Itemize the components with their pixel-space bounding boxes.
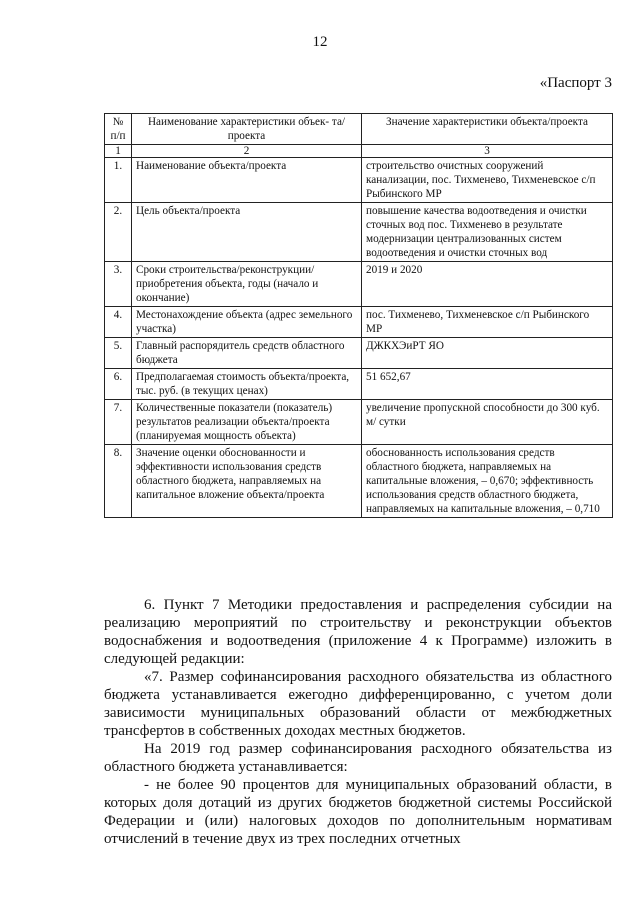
table-row <box>105 158 613 203</box>
row-name: Цель объекта/проекта <box>132 203 362 262</box>
row-value: повышение качества водоотведения и очистки сточных вод пос. Тихменево в результате модернизации централизованных систем водоотведения и очистки сточных вод <box>362 203 613 262</box>
column-number: 2 <box>132 145 362 158</box>
paragraph: - не более 90 процентов для муниципальных образований области, в которых доля дотаций из других бюджетов бюджетной системы Российской Федерации и (или) налоговых доходов по дополнительным нормативам отчислений в течение двух из трех последних отчетных <box>104 777 612 847</box>
row-value: обоснованность использования средств областного бюджета, направляемых на капитальные вложения, – 0,670; эффективность использования средств областного бюджета, направляемых на капитальные вложения, – 0,710 <box>362 445 613 518</box>
row-value: строительство очистных сооружений канализации, пос. Тихменево, Тихменевское с/п Рыбинского МР <box>362 158 613 203</box>
row-num: 4. <box>105 307 132 338</box>
paragraph: На 2019 год размер софинансирования расходного обязательства из областного бюджета устанавливается: <box>104 741 612 775</box>
row-name: Предполагаемая стоимость объекта/проекта, тыс. руб. (в текущих ценах) <box>132 369 362 400</box>
header-name: Наименование характеристики объек- та/проекта <box>132 114 362 145</box>
row-value: пос. Тихменево, Тихменевское с/п Рыбинского МР <box>362 307 613 338</box>
table-header-row <box>105 114 613 145</box>
table-row <box>105 445 613 518</box>
row-num: 7. <box>105 400 132 445</box>
table-row <box>105 369 613 400</box>
document-body <box>104 596 612 848</box>
paragraph: 6. Пункт 7 Методики предоставления и распределения субсидии на реализацию мероприятий по строительству и реконструкции объектов водоснабжения и водоотведения (приложение 4 к Программе) изложить в следующей редакции: <box>104 597 612 667</box>
header-num: № п/п <box>105 114 132 145</box>
row-name: Местонахождение объекта (адрес земельного участка) <box>132 307 362 338</box>
row-num: 6. <box>105 369 132 400</box>
table-row <box>105 307 613 338</box>
table-row <box>105 262 613 307</box>
table-row <box>105 203 613 262</box>
row-value: увеличение пропускной способности до 300 куб. м/ сутки <box>362 400 613 445</box>
page-number: 12 <box>312 34 328 50</box>
paragraph: «7. Размер софинансирования расходного обязательства из областного бюджета устанавливается ежегодно дифференцированно, с учетом доли зависимости муниципальных образований области от межбюджетных трансфертов в собственных доходах местных бюджетов. <box>104 669 612 739</box>
row-name: Количественные показатели (показатель) результатов реализации объекта/проекта (планируемая мощность объекта) <box>132 400 362 445</box>
passport-table <box>104 113 613 518</box>
row-num: 3. <box>105 262 132 307</box>
row-value: ДЖКХЭиРТ ЯО <box>362 338 613 369</box>
table-row <box>105 338 613 369</box>
header-value: Значение характеристики объекта/проекта <box>362 114 613 145</box>
row-num: 8. <box>105 445 132 518</box>
column-number: 1 <box>105 145 132 158</box>
row-num: 2. <box>105 203 132 262</box>
row-num: 1. <box>105 158 132 203</box>
table-row <box>105 400 613 445</box>
column-number: 3 <box>362 145 613 158</box>
column-numbers-row <box>105 145 613 158</box>
row-name: Главный распорядитель средств областного бюджета <box>132 338 362 369</box>
row-value: 51 652,67 <box>362 369 613 400</box>
row-name: Наименование объекта/проекта <box>132 158 362 203</box>
row-name: Сроки строительства/реконструкции/приобретения объекта, годы (начало и окончание) <box>132 262 362 307</box>
row-num: 5. <box>105 338 132 369</box>
passport-header: «Паспорт 3 <box>539 75 612 91</box>
row-value: 2019 и 2020 <box>362 262 613 307</box>
row-name: Значение оценки обоснованности и эффективности использования средств областного бюджета, направляемых на капитальное вложение объекта/проекта <box>132 445 362 518</box>
